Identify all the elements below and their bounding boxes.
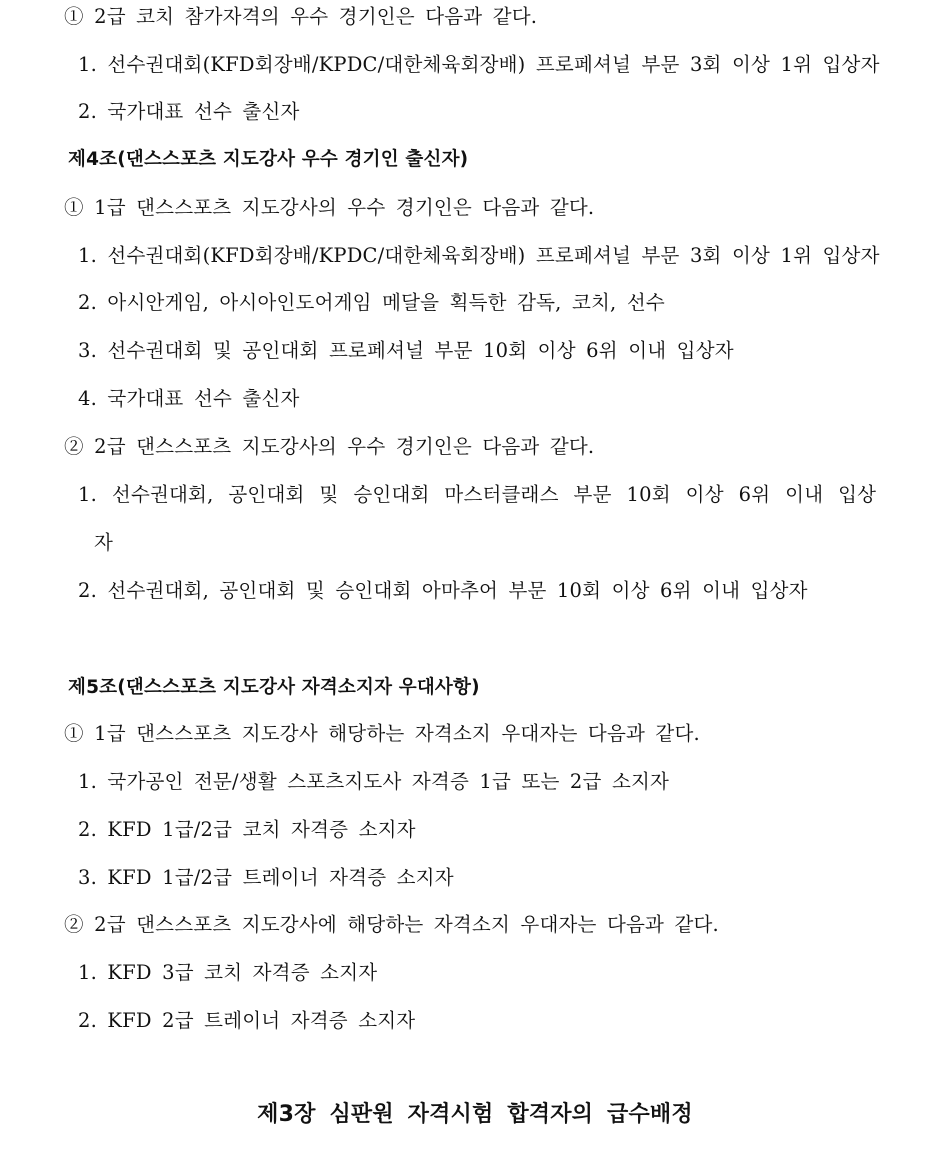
list-item: 1. 선수권대회(KFD회장배/KPDC/대한체육회장배) 프로페셔널 부문 3회 이상 1위 입상자 — [78, 53, 880, 76]
list-item: 2. 아시안게임, 아시아인도어게임 메달을 획득한 감독, 코치, 선수 — [78, 291, 665, 314]
list-item: 1. 선수권대회, 공인대회 및 승인대회 마스터클래스 부문 10회 이상 6위 이내 입상 — [78, 483, 877, 506]
article-5-heading: 제5조(댄스스포츠 지도강사 자격소지자 우대사항) — [68, 677, 480, 698]
list-item: 1. 선수권대회(KFD회장배/KPDC/대한체육회장배) 프로페셔널 부문 3회 이상 1위 입상자 — [78, 244, 880, 267]
list-item: 2. KFD 2급 트레이너 자격증 소지자 — [78, 1009, 416, 1032]
article-4-heading: 제4조(댄스스포츠 지도강사 우수 경기인 출신자) — [68, 149, 469, 170]
list-item: 2. 선수권대회, 공인대회 및 승인대회 아마추어 부문 10회 이상 6위 이내 입상자 — [78, 579, 808, 602]
clause-2-paragraph: ② 2급 댄스스포츠 지도강사의 우수 경기인은 다음과 같다. — [64, 435, 595, 458]
list-item: 3. KFD 1급/2급 트레이너 자격증 소지자 — [78, 866, 454, 889]
chapter-3-title: 제3장 심판원 자격시험 합격자의 급수배정 — [257, 1102, 693, 1127]
clause-2-paragraph: ① 2급 코치 참가자격의 우수 경기인은 다음과 같다. — [64, 5, 538, 28]
clause-1-paragraph: ① 1급 댄스스포츠 지도강사의 우수 경기인은 다음과 같다. — [64, 196, 595, 219]
list-item: 2. 국가대표 선수 출신자 — [78, 100, 300, 123]
clause-1-paragraph: ① 1급 댄스스포츠 지도강사 해당하는 자격소지 우대자는 다음과 같다. — [64, 722, 700, 745]
list-item-continuation: 자 — [94, 531, 114, 554]
list-item: 4. 국가대표 선수 출신자 — [78, 387, 300, 410]
list-item: 1. 국가공인 전문/생활 스포츠지도사 자격증 1급 또는 2급 소지자 — [78, 770, 670, 793]
clause-2-paragraph: ② 2급 댄스스포츠 지도강사에 해당하는 자격소지 우대자는 다음과 같다. — [64, 913, 719, 936]
list-item: 2. KFD 1급/2급 코치 자격증 소지자 — [78, 818, 416, 841]
list-item: 1. KFD 3급 코치 자격증 소지자 — [78, 961, 378, 984]
list-item: 3. 선수권대회 및 공인대회 프로페셔널 부문 10회 이상 6위 이내 입상자 — [78, 339, 734, 362]
